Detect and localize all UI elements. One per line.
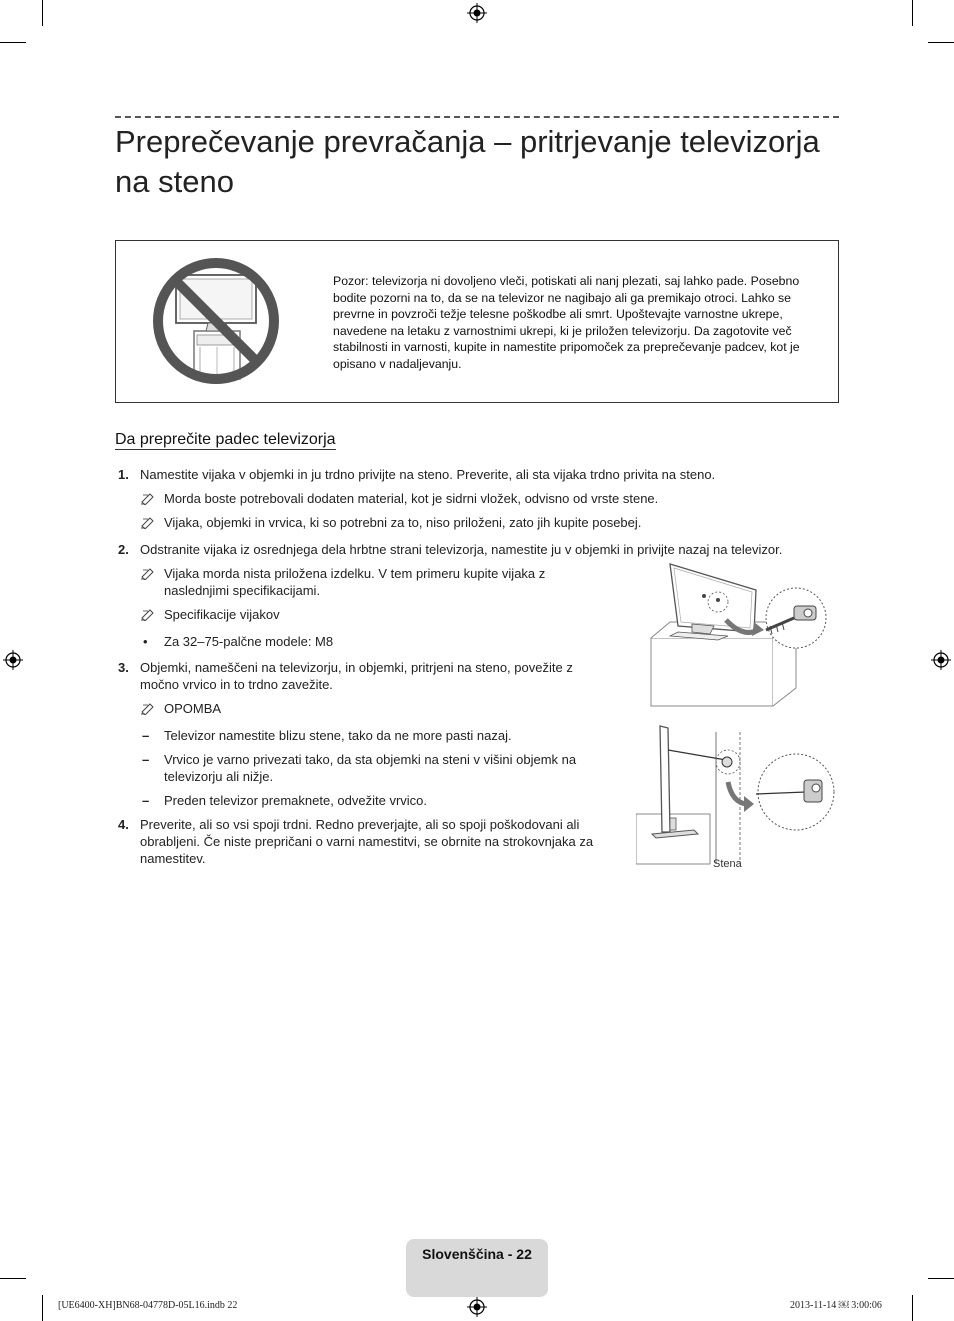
step-text: Namestite vijaka v objemki in ju trdno privijte na steno. Preverite, ali sta vijaka trdno privita na steno. (140, 467, 716, 482)
wall-tie-illustration (636, 722, 842, 867)
crop-mark (0, 42, 26, 43)
bullet-text: Za 32–75-palčne modele: M8 (164, 634, 334, 649)
note-text: Morda boste potrebovali dodaten material, kot je sidrni vložek, odvisno od vrste stene. (164, 491, 659, 506)
bullet-marker: • (143, 634, 148, 649)
crop-mark (912, 1295, 913, 1321)
date-info: 2013-11-14 ￼ 3:00:06 (790, 1300, 882, 1311)
step-number: 1. (118, 467, 129, 482)
tv-bracket-illustration (648, 560, 828, 710)
file-info: [UE6400-XH]BN68-04778D-05L16.indb 22 (58, 1300, 238, 1311)
step-text: Objemki, nameščeni na televizorju, in objemki, pritrjeni na steno, povežite z močno vrvico in to trdno zavežite. (140, 660, 573, 692)
step-number: 4. (118, 817, 129, 832)
warning-box (115, 240, 839, 403)
crop-mark (928, 42, 954, 43)
step-text: Preverite, ali so vsi spoji trdni. Redno preverjajte, ali so spoji poškodovani ali obrabljeni. Če niste prepričani o varni namestitvi, se obrnite na strokovnjaka za namestitev. (140, 817, 594, 866)
note-label: OPOMBA (164, 701, 222, 716)
section-heading: Da preprečite padec televizorja (115, 431, 336, 448)
page-title: Preprečevanje prevračanja – pritrjevanje televizorja na steno (115, 124, 820, 199)
note-pencil-icon (140, 515, 156, 529)
crop-mark (42, 1295, 43, 1321)
note-pencil-icon (140, 701, 156, 715)
warning-text: Pozor: televizorja ni dovoljeno vleči, potiskati ali nanj plezati, saj lahko pade. Posebno bodite pozorni na to, da se na televizor ne nagibajo ali ga premikajo otroci. Lahko se prevrne in povzroči težje telesne poškodbe ali smrt. Upoštevajte varnostne ukrepe, navedene na letaku z varnostnimi ukrepi, ki je priložen televizorju. Da zagotovite več stabilnosti in varnosti, kupite in namestite pripomoček za preprečevanje padcev, kot je opisano v nadaljevanju. (333, 274, 800, 371)
dash-marker: – (142, 752, 150, 767)
dash-text: Televizor namestite blizu stene, tako da ne more pasti nazaj. (164, 728, 512, 743)
dash-text: Preden televizor premaknete, odvežite vrvico. (164, 793, 428, 808)
registration-mark-icon (3, 650, 23, 670)
note-text: Vijaka, objemki in vrvica, ki so potrebni za to, niso priloženi, zato jih kupite posebej. (164, 515, 642, 530)
figure-caption: Stena (713, 858, 742, 870)
no-climbing-icon (150, 255, 282, 387)
note-text: Specifikacije vijakov (164, 607, 280, 622)
dash-marker: – (142, 728, 150, 743)
registration-mark-icon (467, 3, 487, 23)
dash-marker: – (142, 793, 150, 808)
registration-mark-icon (467, 1297, 487, 1317)
registration-mark-icon (931, 650, 951, 670)
dash-text: Vrvico je varno privezati tako, da sta objemki na steni v višini objemk na televizorju ali nižje. (164, 752, 577, 784)
note-text: Vijaka morda nista priložena izdelku. V tem primeru kupite vijaka z naslednjimi specifikacijami. (164, 566, 546, 598)
title-rule (115, 116, 839, 118)
note-pencil-icon (140, 566, 156, 580)
crop-mark (912, 0, 913, 26)
crop-mark (42, 0, 43, 26)
step-number: 3. (118, 660, 129, 675)
step-text: Odstranite vijaka iz osrednjega dela hrbtne strani televizorja, namestite ju v objemki in privijte nazaj na televizor. (140, 542, 783, 557)
note-pencil-icon (140, 607, 156, 621)
crop-mark (928, 1278, 954, 1279)
crop-mark (0, 1278, 26, 1279)
note-pencil-icon (140, 491, 156, 505)
step-number: 2. (118, 542, 129, 557)
page-number: Slovenščina - 22 (422, 1246, 532, 1262)
